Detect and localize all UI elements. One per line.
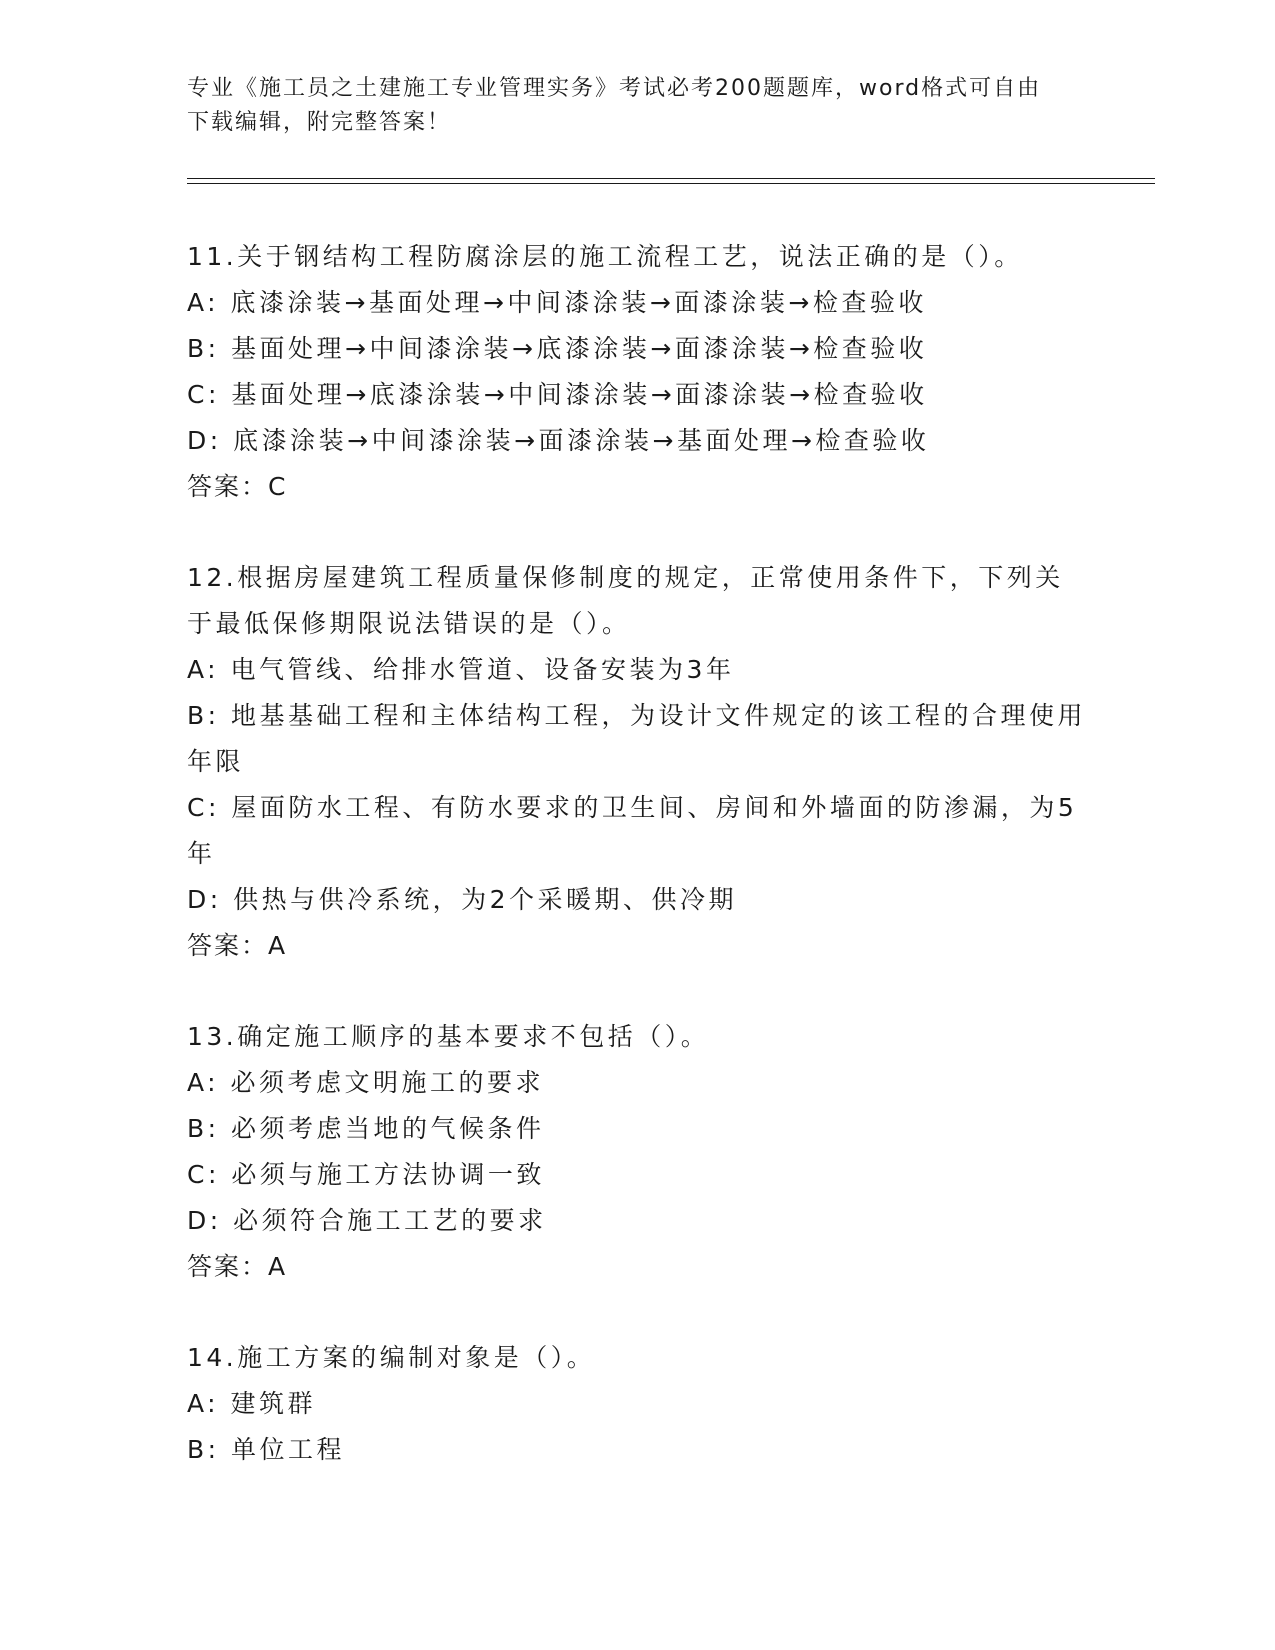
question-14 — [187, 1335, 1087, 1473]
header-line-2: 下载编辑，附完整答案！ — [187, 110, 452, 135]
option-a: A: 建筑群 — [187, 1389, 317, 1418]
option-d: D: 必须符合施工工艺的要求 — [187, 1206, 547, 1235]
option-d: D: 底漆涂装→中间漆涂装→面漆涂装→基面处理→检查验收 — [187, 426, 930, 455]
question-12 — [187, 555, 1087, 969]
option-b: B: 基面处理→中间漆涂装→底漆涂装→面漆涂装→检查验收 — [187, 334, 928, 363]
header-line-1: 专业《施工员之土建施工专业管理实务》考试必考200题题库，word格式可自由 — [187, 76, 1042, 101]
option-b: B: 单位工程 — [187, 1435, 346, 1464]
option-a: A: 必须考虑文明施工的要求 — [187, 1068, 545, 1097]
question-stem: 14.施工方案的编制对象是（）。 — [187, 1343, 596, 1372]
option-a: A: 电气管线、给排水管道、设备安装为3年 — [187, 655, 735, 684]
option-d: D: 供热与供冷系统，为2个采暖期、供冷期 — [187, 885, 738, 914]
answer-line: 答案：A — [187, 1252, 288, 1281]
option-c: C: 屋面防水工程、有防水要求的卫生间、房间和外墙面的防渗漏，为5年 — [187, 793, 1078, 868]
question-stem: 11.关于钢结构工程防腐涂层的施工流程工艺，说法正确的是（）。 — [187, 242, 1023, 271]
option-b: B: 地基基础工程和主体结构工程，为设计文件规定的该工程的合理使用年限 — [187, 701, 1087, 776]
option-a: A: 底漆涂装→基面处理→中间漆涂装→面漆涂装→检查验收 — [187, 288, 927, 317]
answer-line: 答案：C — [187, 472, 288, 501]
question-stem: 13.确定施工顺序的基本要求不包括（）。 — [187, 1022, 710, 1051]
question-stem: 12.根据房屋建筑工程质量保修制度的规定，正常使用条件下，下列关于最低保修期限说法错误的是（）。 — [187, 563, 1064, 638]
answer-line: 答案：A — [187, 931, 288, 960]
option-b: B: 必须考虑当地的气候条件 — [187, 1114, 545, 1143]
option-c: C: 必须与施工方法协调一致 — [187, 1160, 545, 1189]
header-divider-bottom — [187, 183, 1155, 184]
document-header — [187, 72, 1067, 140]
header-divider-top — [187, 178, 1155, 179]
question-11 — [187, 234, 1087, 510]
question-13 — [187, 1014, 1087, 1290]
question-list — [187, 234, 1087, 1518]
option-c: C: 基面处理→底漆涂装→中间漆涂装→面漆涂装→检查验收 — [187, 380, 928, 409]
